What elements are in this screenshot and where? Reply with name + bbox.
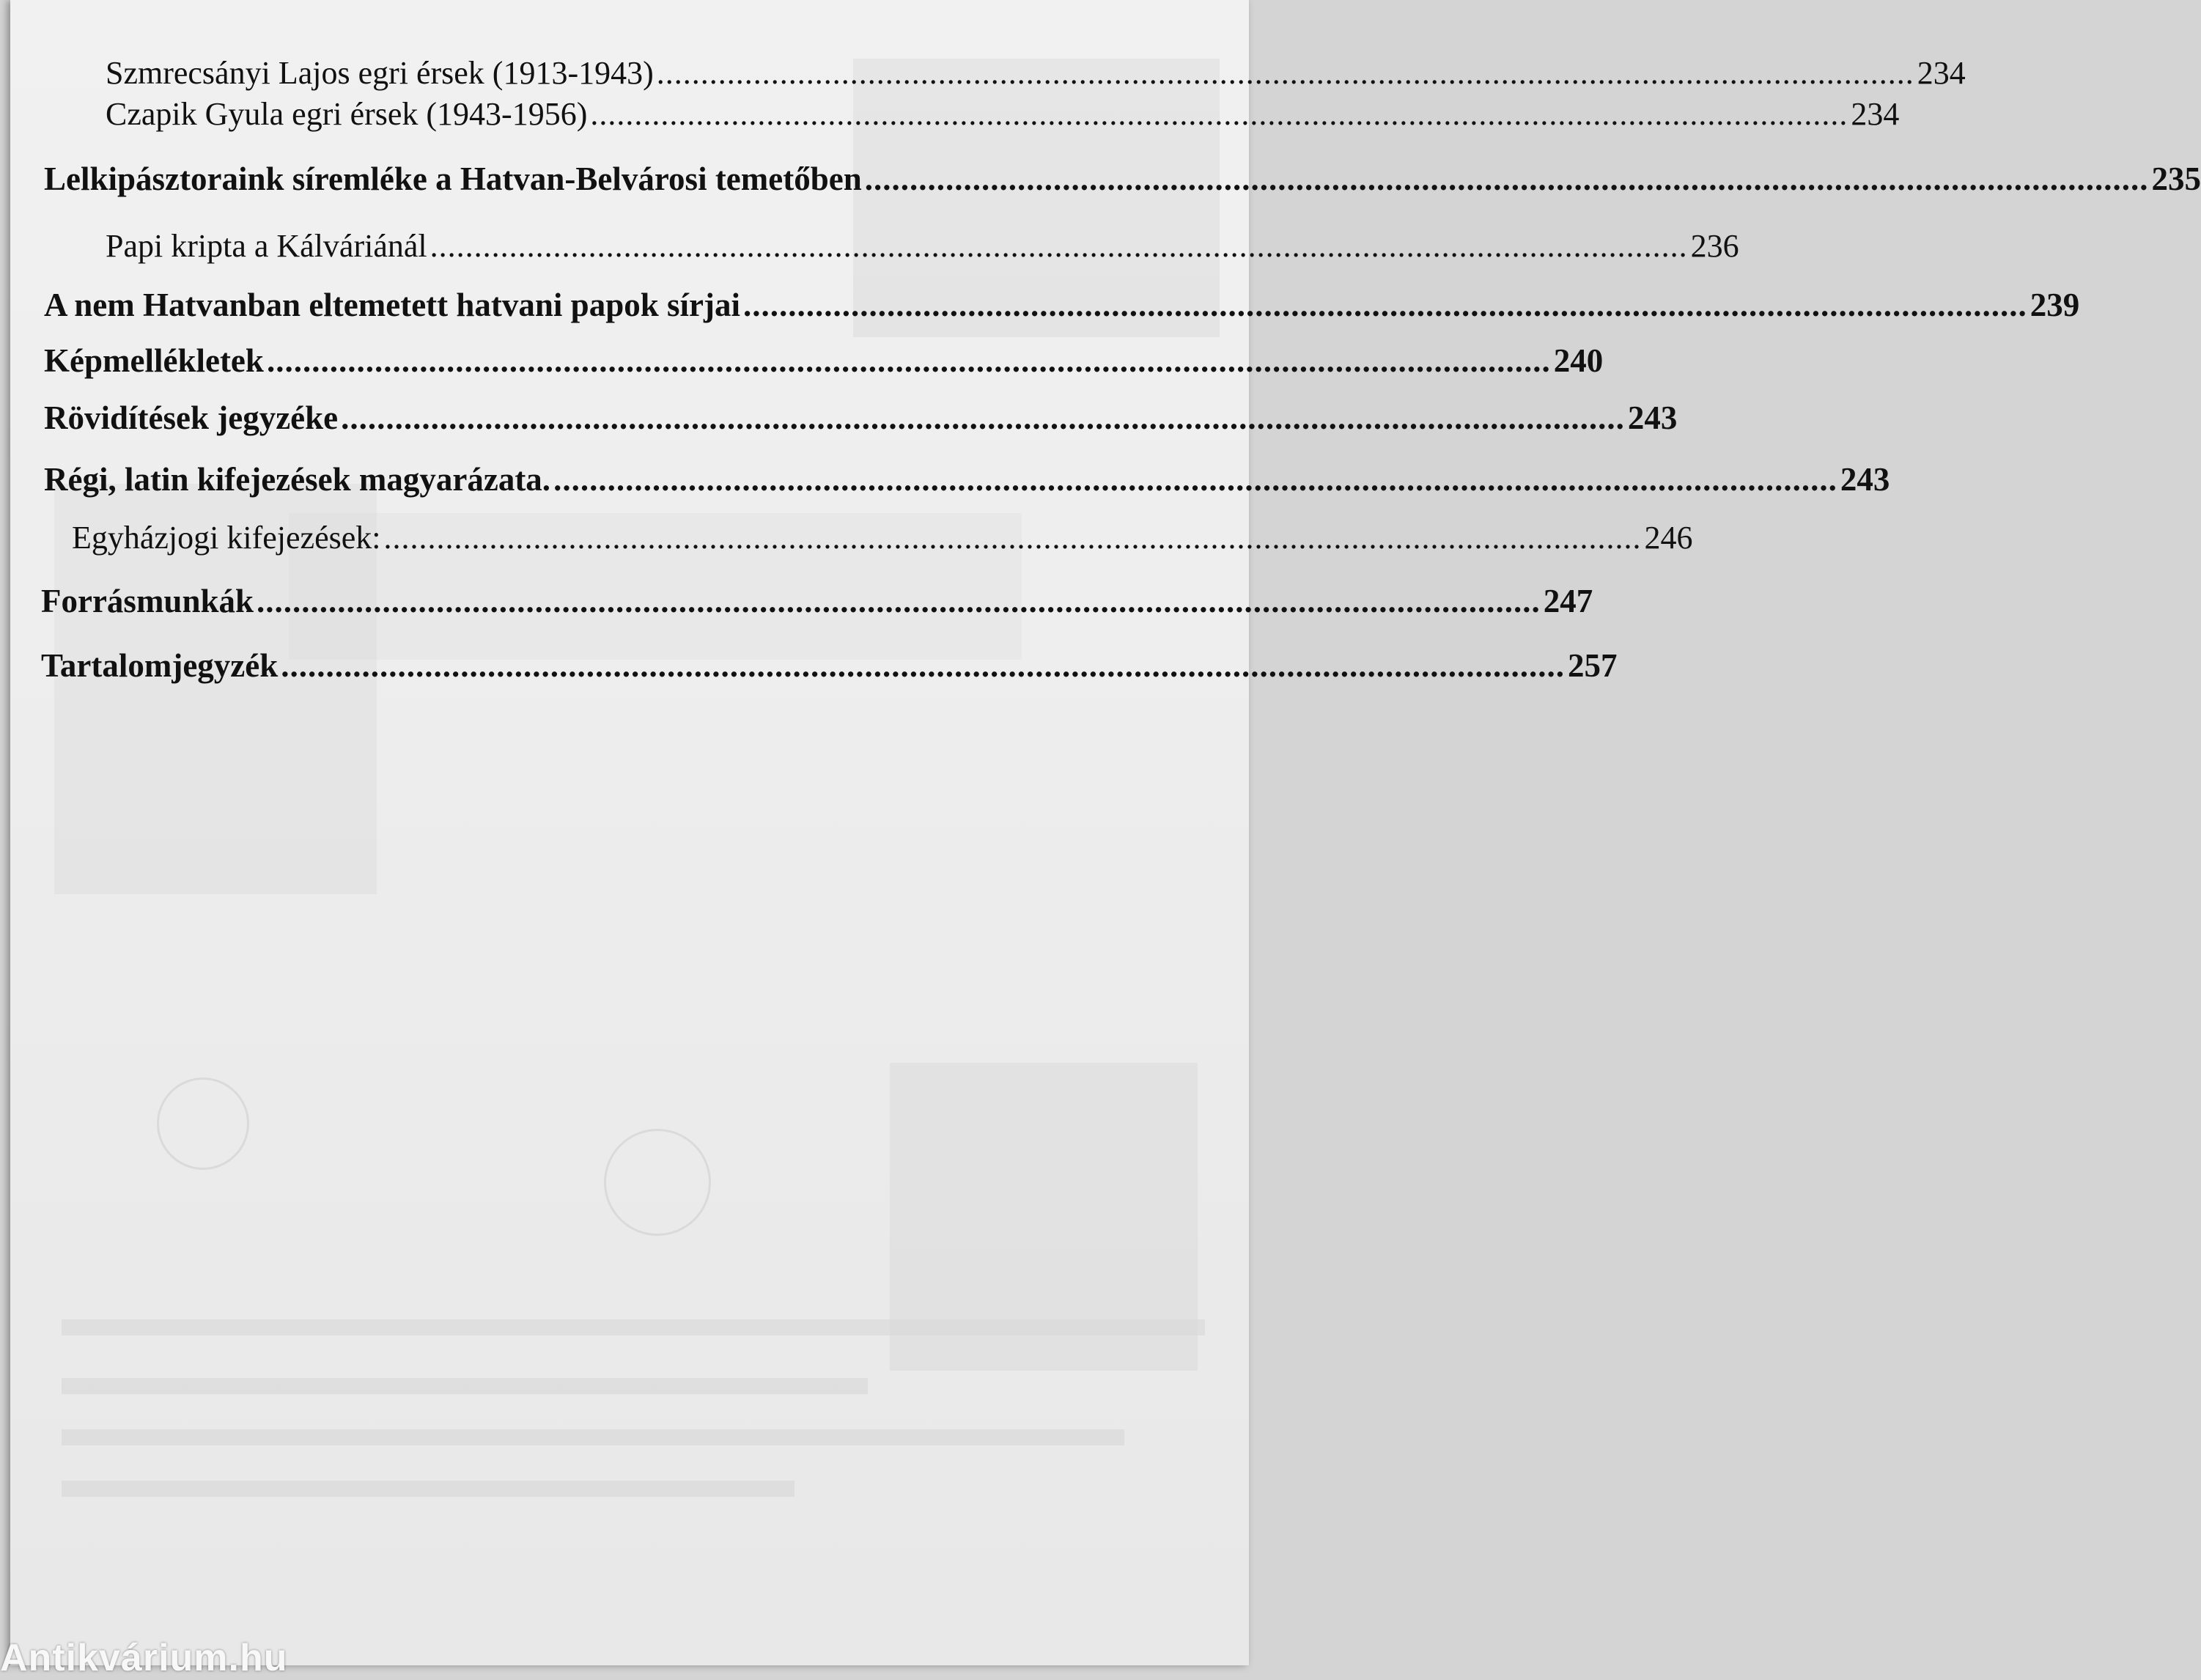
toc-page-number: 234	[1851, 95, 1899, 133]
toc-page-number: 246	[1644, 519, 1692, 556]
toc-dot-leader: ...............................................................................................................................................	[430, 227, 1688, 265]
toc-dot-leader: ...............................................................................................................................................	[341, 399, 1625, 437]
toc-entry[interactable]	[72, 519, 1212, 556]
toc-page-number: 239	[2030, 286, 2080, 324]
toc-entry[interactable]	[41, 646, 1212, 685]
toc-page-number: 243	[1628, 399, 1678, 437]
book-page	[10, 0, 1249, 1665]
toc-entry[interactable]	[106, 227, 1212, 265]
toc-entry-title: Forrásmunkák	[41, 582, 254, 620]
toc-entry[interactable]	[44, 399, 1212, 437]
toc-dot-leader: ...............................................................................................................................................	[590, 95, 1848, 133]
toc-dot-leader: ...............................................................................................................................................	[383, 519, 1641, 556]
toc-page-number: 234	[1917, 54, 1966, 92]
toc-dot-leader: ...............................................................................................................................................	[657, 54, 1914, 92]
toc-page-number: 236	[1691, 227, 1739, 265]
toc-entry-title: Egyházjogi kifejezések:	[72, 519, 380, 556]
toc-dot-leader: ...............................................................................................................................................	[865, 160, 2149, 198]
table-of-contents	[10, 0, 1249, 718]
toc-entry-title: Czapik Gyula egri érsek (1943-1956)	[106, 95, 587, 133]
toc-entry-title: Papi kripta a Kálváriánál	[106, 227, 427, 265]
toc-entry[interactable]	[106, 95, 1212, 133]
toc-page-number: 257	[1568, 646, 1618, 685]
toc-entry[interactable]	[41, 582, 1212, 620]
toc-entry-title: Régi, latin kifejezések magyarázata.	[44, 460, 550, 498]
toc-entry[interactable]	[44, 460, 1212, 498]
toc-dot-leader: ...............................................................................................................................................	[281, 646, 1565, 685]
toc-entry-title: Tartalomjegyzék	[41, 646, 278, 685]
toc-entry-title: Lelkipásztoraink síremléke a Hatvan-Belvárosi temetőben	[44, 160, 862, 198]
toc-dot-leader: ...............................................................................................................................................	[257, 582, 1541, 620]
toc-page-number: 243	[1840, 460, 1890, 498]
toc-dot-leader: ...............................................................................................................................................	[743, 286, 2027, 324]
toc-entry[interactable]	[44, 342, 1212, 380]
toc-entry[interactable]	[44, 286, 1212, 324]
toc-dot-leader: ...............................................................................................................................................	[553, 460, 1837, 498]
toc-entry[interactable]	[106, 54, 1212, 92]
toc-entry-title: Képmellékletek	[44, 342, 264, 380]
toc-page-number: 247	[1544, 582, 1593, 620]
toc-page-number: 240	[1554, 342, 1604, 380]
toc-entry-title: Rövidítések jegyzéke	[44, 399, 338, 437]
toc-dot-leader: ...............................................................................................................................................	[267, 342, 1551, 380]
toc-entry-title: A nem Hatvanban eltemetett hatvani papok sírjai	[44, 286, 740, 324]
watermark-text: Antikvárium.hu	[0, 1636, 288, 1680]
toc-entry-title: Szmrecsányi Lajos egri érsek (1913-1943)	[106, 54, 654, 92]
toc-page-number: 235	[2152, 160, 2201, 198]
toc-entry[interactable]	[44, 160, 1212, 198]
